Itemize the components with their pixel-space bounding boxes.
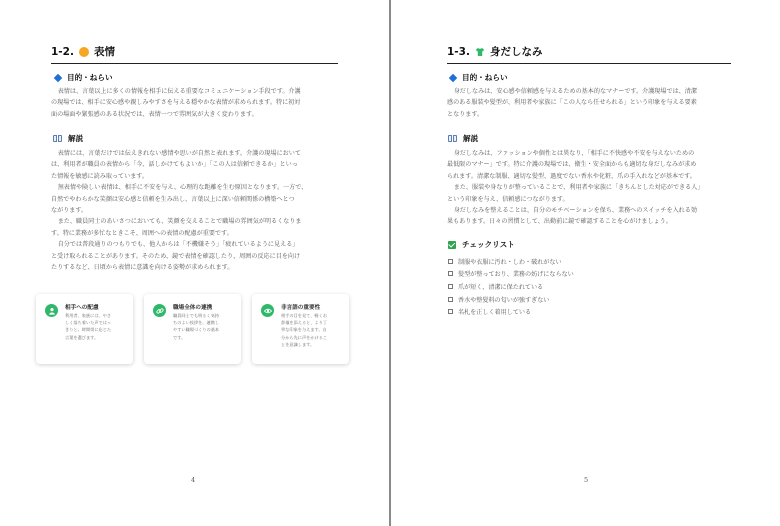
smiley-icon bbox=[79, 47, 89, 57]
page-title bbox=[51, 44, 115, 59]
checklist-item[interactable]: 名札を正しく着用している bbox=[448, 305, 574, 318]
info-cards bbox=[36, 294, 349, 364]
page-left bbox=[0, 0, 389, 526]
checklist-item[interactable]: 爪が短く、清潔に保たれている bbox=[448, 280, 574, 293]
purpose-text: 表情は、言葉以上に多くの情報を相手に伝える重要なコミュニケーション手段です。介護 の現場では、相手に安心感や親しみやすさを与える穏やかな表情が求められます。特に初対 面の場面や緊張感のある状況では、表情一つで雰囲気が大きく変わります。 bbox=[51, 88, 301, 118]
explanation-text: 身だしなみは、ファッションや個性とは異なり、「相手に不快感や不安を与えないための 最低限のマナー」です。特に介護の現場では、衛生・安全面からも適切な身だしなみが求め られます。清潔な制服、適切な髪型、過度でない香水や化粧、爪の手入れなどが基本です。 また、服装や身なりが整っていることで、利用者や家族に「きちんとした対応ができる人」 という印象を与え、信頼感につながります。 身だしなみを整えることは、自分のモチベーションを保ち、業務へのスイッチを入れる効 果もあります。日々の習慣として、出勤前に鏡で確認することを心がけましょう。 bbox=[447, 150, 704, 226]
checkmark-icon bbox=[448, 241, 456, 249]
page-title bbox=[447, 44, 542, 59]
checkbox[interactable] bbox=[448, 271, 453, 276]
diamond-icon bbox=[449, 73, 457, 81]
checklist-item[interactable]: 制服や衣服に汚れ・しわ・破れがない bbox=[448, 255, 574, 268]
heading-explanation: 解説 bbox=[53, 133, 83, 144]
page-number: 4 bbox=[191, 476, 196, 484]
card-consideration: 相手への配慮 利用者、家族には、やさ しく落ち着いた声ではっ きりと。時間帯に応じた 言葉を選びます。 bbox=[36, 294, 133, 364]
card-nonverbal: 非言語の重要性 相手の目を見て、軽くお 辞儀を添えると、より丁 寧な印象を与えます。自 分から先に声をかけるこ とを意識します。 bbox=[252, 294, 349, 364]
shirt-icon bbox=[475, 47, 485, 57]
eye-icon bbox=[261, 304, 274, 317]
checkbox[interactable] bbox=[448, 259, 453, 264]
checkbox[interactable] bbox=[448, 309, 453, 314]
heading-purpose: 目的・ねらい bbox=[448, 72, 508, 83]
checklist-item[interactable]: 髪型が整っており、業務の妨げにならない bbox=[448, 268, 574, 281]
book-icon bbox=[448, 135, 457, 142]
heading-checklist: チェックリスト bbox=[448, 239, 515, 250]
checkbox[interactable] bbox=[448, 284, 453, 289]
page-number: 5 bbox=[584, 476, 589, 484]
page-right bbox=[391, 0, 780, 526]
link-icon bbox=[153, 304, 166, 317]
section-title: 身だしなみ bbox=[489, 46, 543, 58]
checklist-item[interactable]: 香水や整髪料の匂いが強すぎない bbox=[448, 293, 574, 306]
checklist bbox=[448, 255, 574, 318]
person-icon bbox=[45, 304, 58, 317]
checkbox[interactable] bbox=[448, 297, 453, 302]
diamond-icon bbox=[54, 73, 62, 81]
purpose-text: 身だしなみは、安心感や信頼感を与えるための基本的なマナーです。介護現場では、清潔 感のある服装や髪型が、利用者や家族に「この人なら任せられる」という印象を与える要素 となります。 bbox=[447, 88, 697, 118]
title-rule bbox=[51, 63, 338, 64]
section-number: 1-3. bbox=[447, 45, 470, 58]
book-icon bbox=[53, 135, 62, 142]
section-title: 表情 bbox=[93, 46, 115, 58]
heading-purpose: 目的・ねらい bbox=[53, 72, 113, 83]
heading-explanation: 解説 bbox=[448, 133, 478, 144]
explanation-text: 表情には、言葉だけでは伝えきれない感情や思いが自然と表れます。介護の現場において は、利用者が職員の表情から「今、話しかけてもよいか」「この人は信頼できるか」といっ た情報を敏感に読み取っています。 無表情や険しい表情は、相手に不安を与え、心理的な距離を生む原因となります。一方で、 自然でやわらかな笑顔は安心感と信頼を生み出し、言葉以上に深い信頼関係の構築へとつ ながります。 また、職員同士のあいさつにおいても、笑顔を交えることで職場の雰囲気が明るくなりま す。特に業務が多忙なときこそ、周囲への表情の配慮が重要です。 自分では普段通りのつもりでも、他人からは「不機嫌そう」「疲れているように見える」 と受け取られることがあります。そのため、鏡で表情を確認したり、周囲の反応に目を向け たりするなど、日頃から表情に意識を向ける姿勢が求められます。 bbox=[51, 150, 308, 272]
card-teamwork: 職場全体の連携 職員同士でも明るく気持 ちのよい挨拶を。連携し やすい職場づくりの基本 です。 bbox=[144, 294, 241, 364]
section-number: 1-2. bbox=[51, 45, 74, 58]
title-rule bbox=[447, 63, 731, 64]
